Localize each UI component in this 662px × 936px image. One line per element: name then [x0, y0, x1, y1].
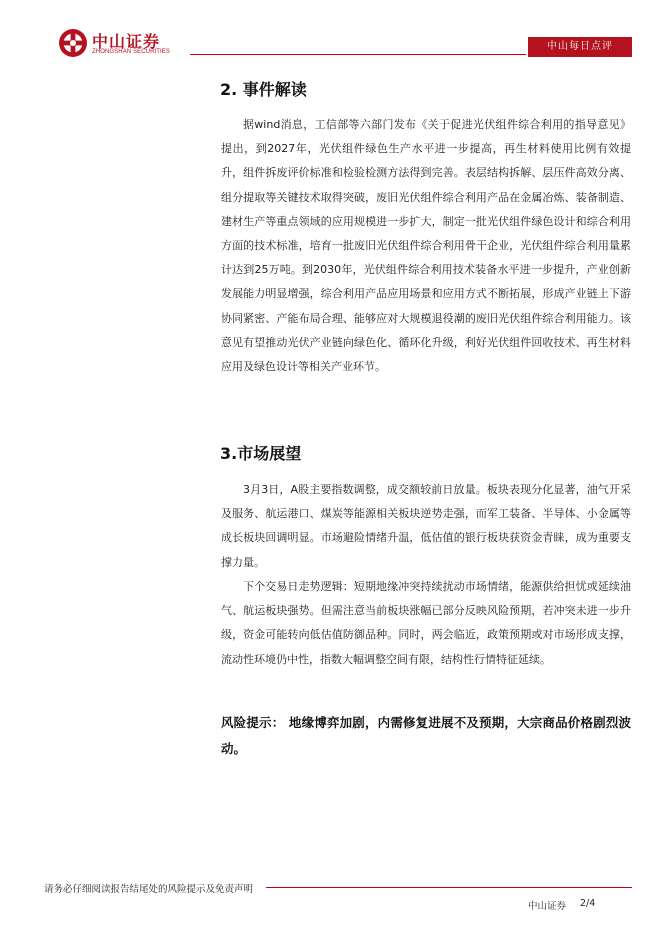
section-heading-market-outlook: 3.市场展望 [220, 444, 302, 463]
company-logo [58, 28, 178, 62]
paragraph-event-analysis: 据wind消息，工信部等六部门发布《关于促进光伏组件综合利用的指导意见》提出，到2027年，光伏组件绿色生产水平进一步提高，再生材料使用比例有效提升，组件拆废评价标准和检验检测方法得到完善。表层结构拆解、层压件高效分离、组分提取等关键技术取得突破，废旧光伏组件综合利用产品在金属冶炼、装备制造、建材生产等重点领域的应用规模进一步扩大，制定一批光伏组件绿色设计和综合利用方面的技术标准，培育一批废旧光伏组件综合利用骨干企业，光伏组件综合利用量累计达到25万吨。到2030年，光伏组件综合利用技术装备水平进一步提升，产业创新发展能力明显增强，综合利用产品应用场景和应用方式不断拓展，形成产业链上下游协同紧密、产能布局合理、能够应对大规模退役潮的废旧光伏组件综合利用能力。该意见有望推动光伏产业链向绿色化、循环化升级，利好光伏组件回收技术、再生材料应用及绿色设计等相关产业环节。 [221, 118, 631, 374]
logo-mark-icon [58, 28, 88, 58]
risk-warning: 风险提示： 地缘博弈加剧，内需修复进展不及预期，大宗商品价格剧烈波动。 [221, 715, 631, 756]
header-rule [190, 54, 526, 55]
footer-rule [266, 887, 632, 888]
logo-text-en: ZHONGSHAN SECURITIES [92, 49, 171, 55]
footer-disclaimer: 请务必仔细阅读报告结尾处的风险提示及免责声明 [44, 884, 254, 895]
page-number: 2/4 [580, 898, 596, 909]
paragraph-next-day-logic: 下个交易日走势逻辑：短期地缘冲突持续扰动市场情绪，能源供给担忧或延续油气、航运板块强势。但需注意当前板块涨幅已部分反映风险预期，若冲突未进一步升级，资金可能转向低估值防御品种。同时，两会临近，政策预期或对市场形成支撑，流动性环境仍中性，指数大幅调整空间有限，结构性行情特征延续。 [221, 580, 631, 666]
logo-text-cn: 中山证券 [92, 32, 161, 51]
page-header [0, 0, 662, 70]
footer-company-name: 中山证券 [528, 901, 567, 912]
report-type-badge: 中山每日点评 [528, 37, 632, 57]
paragraph-market-review: 3月3日，A股主要指数调整，成交额较前日放量。板块表现分化显著，油气开采及服务、航运港口、煤炭等能源相关板块逆势走强，而军工装备、半导体、小金属等成长板块回调明显。市场避险情绪升温，低估值的银行板块获资金青睐，成为重要支撑力量。 [221, 483, 631, 569]
section-heading-event-analysis: 2. 事件解读 [220, 80, 307, 99]
